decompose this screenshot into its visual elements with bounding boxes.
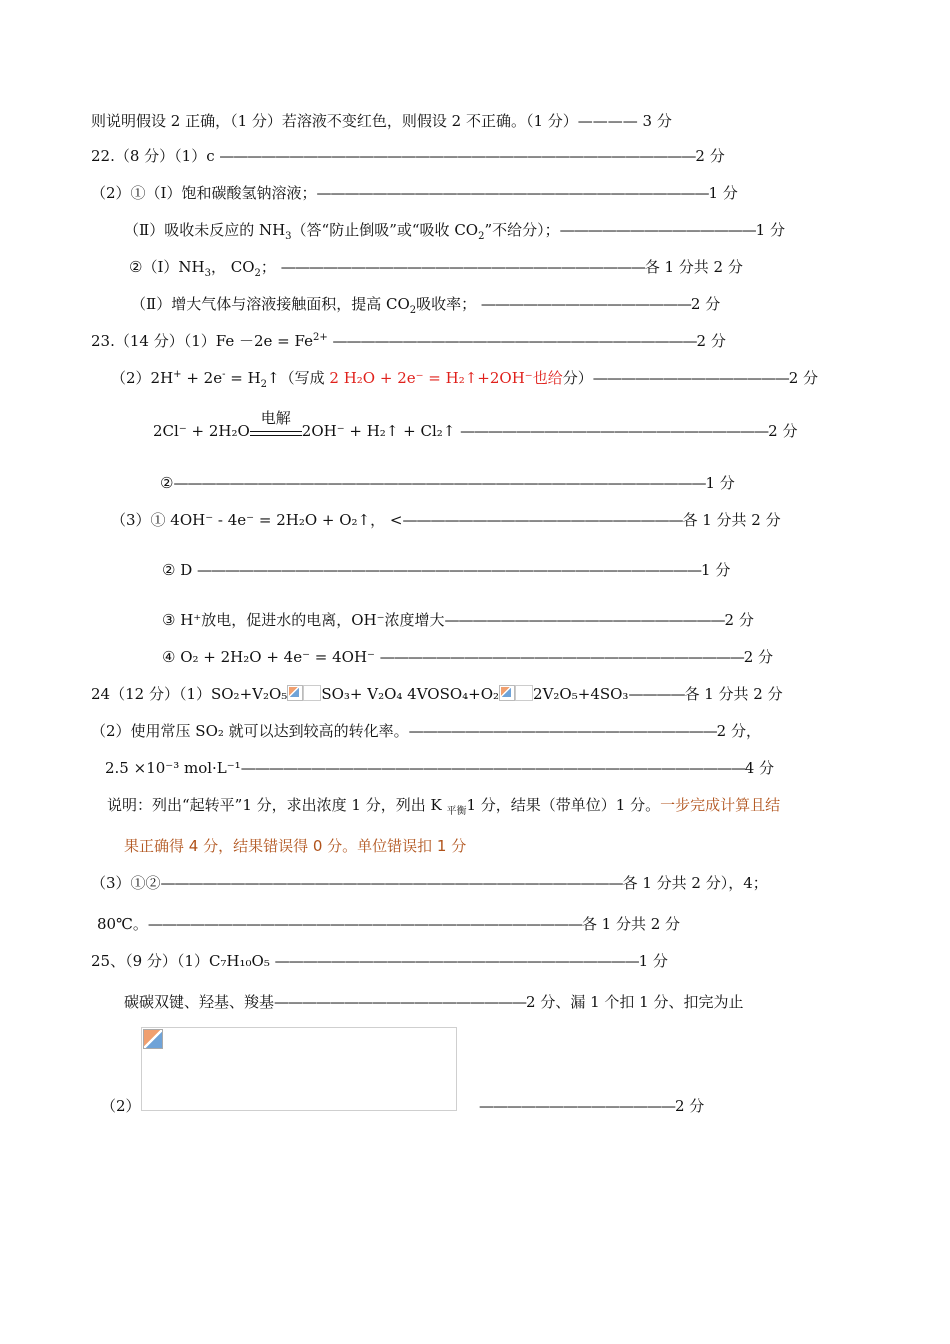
text-part: ”不给分）； xyxy=(484,221,560,239)
dash-leader: ———————————————————————————— xyxy=(316,184,709,202)
score: 2 分 xyxy=(724,611,754,629)
text-part: 2V₂O₅+4SO₃ xyxy=(533,685,629,703)
dash-leader: —————————————————————————— xyxy=(332,332,697,350)
q22-2-line-a xyxy=(91,183,738,203)
score: 2 分， xyxy=(716,722,761,740)
q23-3a-line xyxy=(111,510,781,530)
dash-leader: ————————————————————————————————— xyxy=(160,874,623,892)
text-part: 分） xyxy=(562,369,593,387)
text-part: 24（12 分）（1）SO₂+V₂O₅ xyxy=(91,685,288,703)
broken-image-icon xyxy=(499,685,515,701)
answer-line-1: 则说明假设 2 正确，（1 分）若溶液不变红色，则假设 2 不正确。（1 分）———— 3 分 xyxy=(91,112,672,130)
score: 2 分 xyxy=(695,147,725,165)
score: 2 分 xyxy=(696,332,726,350)
equation-right: 2OH⁻ + H₂↑ + Cl₂↑ xyxy=(301,422,456,440)
q22-2-line-c: $②(Ⅰ)NH_3$， $CO_2$； ——————————————————————————各 1 分共 2 分 xyxy=(129,258,743,279)
q24-2-value-line xyxy=(105,758,774,778)
score: 1 分 xyxy=(705,474,735,492)
score: 2 分 xyxy=(690,295,721,313)
q24-3-line xyxy=(91,873,768,893)
q25-header xyxy=(91,951,668,971)
dash-leader: ———————————————————————————————————— xyxy=(197,561,702,579)
dash-leader: —————————————— xyxy=(479,1097,675,1115)
q23-3d-line xyxy=(162,647,773,667)
score: 2 分 xyxy=(768,422,798,440)
text-part: 碳碳双键、羟基、羧基 xyxy=(124,993,275,1011)
dash-leader: —————————————————————— xyxy=(408,722,717,740)
text-part: 23.（14 分）（1）Fe －2e = Fe xyxy=(91,332,313,350)
text-part: + 2e xyxy=(181,369,223,387)
q22-header xyxy=(91,146,725,166)
text-part: = H xyxy=(225,369,261,387)
electrolysis-arrow xyxy=(250,409,302,436)
text-part: ， CO xyxy=(210,258,255,276)
text-part: ↑（写成 xyxy=(267,369,330,387)
q23-2b-line xyxy=(160,473,735,493)
text-part: （Ⅱ）吸收未反应的 NH xyxy=(124,221,286,239)
dash-leader: —————————————————————————— xyxy=(379,648,744,666)
q22-head-text: 22.（8 分）（1）c xyxy=(91,147,220,165)
structure-image-placeholder xyxy=(141,1027,457,1111)
q24-note-line-2: 果正确得 4 分，结果错误得 0 分。单位错误扣 1 分 xyxy=(124,837,467,855)
q25-2-score-line xyxy=(479,1096,704,1116)
text-part: ② D xyxy=(162,561,198,579)
q23-2-line: $(2)2H^+ + 2e^- = H_2↑$（写成 2 H₂O + 2e⁻ = H₂↑+2OH⁻也给分）——————————————2 分 xyxy=(111,369,819,390)
dash-leader: —————————————————————————— xyxy=(274,952,639,970)
broken-image-icon xyxy=(143,1029,163,1049)
broken-image-icon xyxy=(287,685,303,701)
dash-leader: —————————————— xyxy=(559,221,756,239)
score: 1 分 xyxy=(701,561,731,579)
electrolysis-equation xyxy=(153,409,798,441)
score: 2 分 xyxy=(788,369,819,387)
score: 各 1 分共 2 分 xyxy=(644,258,743,276)
text-part: （2）使用常压 SO₂ 就可以达到较高的转化率。 xyxy=(91,722,409,740)
text-part: ④ O₂ + 2H₂O + 4e⁻ = 4OH⁻ xyxy=(162,648,380,666)
score: 2 分、漏 1 个扣 1 分、扣完为止 xyxy=(526,993,744,1011)
text-part: 2.5 ×10⁻³ mol·L⁻¹ xyxy=(105,759,241,777)
equation-left: 2Cl⁻ + 2H₂O xyxy=(153,422,250,440)
red-note: 2 H₂O + 2e⁻ = H₂↑+2OH⁻也给 xyxy=(329,369,563,387)
q24-header xyxy=(91,684,783,704)
score: 各 1 分共 2 分 xyxy=(581,915,681,933)
dash-leader: —————————————————————————————————— xyxy=(219,147,696,165)
text-part: ②（Ⅰ）NH xyxy=(129,258,205,276)
q23-3c-line xyxy=(162,610,754,630)
score: 各 1 分共 2 分），4； xyxy=(622,874,768,892)
dash-leader: —————————————————————————————————————— xyxy=(173,474,706,492)
score: 1 分 xyxy=(708,184,738,202)
text-part: 25、（9 分）（1）C₇H₁₀O₅ xyxy=(91,952,275,970)
dash-leader: ——————————————— xyxy=(480,295,691,313)
score: 2 分 xyxy=(675,1097,705,1115)
brown-note: 一步完成计算且结 xyxy=(660,796,781,814)
text-part: 80℃。 xyxy=(97,915,148,933)
q24-note-line-1 xyxy=(107,795,780,815)
text-part: （3）①② xyxy=(91,874,161,892)
q25-groups-line xyxy=(124,992,744,1012)
score: 各 1 分共 2 分 xyxy=(684,685,783,703)
dash-leader: —————————————————————————— xyxy=(280,258,645,276)
text-part: ； xyxy=(260,258,276,276)
condition-label: 电解 xyxy=(260,409,291,427)
q22-2-line-b: （Ⅱ）吸收未反应的 $NH_3$（答“防止倒吸”或“吸收 $CO_2$”不给分）；——————————————1 分 xyxy=(124,221,785,242)
q22-2a-text: （2）①（Ⅰ）饱和碳酸氢钠溶液； xyxy=(91,184,317,202)
q22-2-line-d: （Ⅱ）增大气体与溶液接触面积，提高 $CO_2$吸收率； ———————————————2 分 xyxy=(131,295,721,316)
q25-2-label: （2） xyxy=(101,1097,141,1115)
text-part: 说明：列出“起转平”1 分，求出浓度 1 分，列出 K xyxy=(107,796,447,814)
dash-leader: —————————————— xyxy=(592,369,789,387)
dash-leader: ———————————————————— xyxy=(402,511,683,529)
dash-leader: ———————————————————————————————————— xyxy=(240,759,745,777)
score: 2 分 xyxy=(743,648,774,666)
image-placeholder xyxy=(515,685,533,701)
text-part: 1 分，结果（带单位）1 分。 xyxy=(466,796,661,814)
score: 各 1 分共 2 分 xyxy=(682,511,781,529)
dash-leader: ———— xyxy=(628,685,685,703)
q24-2-line xyxy=(91,721,761,741)
text-part: ② xyxy=(160,474,174,492)
dash-leader: ———————————————————— xyxy=(444,611,725,629)
text-part: （2）2H xyxy=(111,369,174,387)
superscript: 2+ xyxy=(312,332,328,343)
score: 1 分 xyxy=(638,952,668,970)
text-part: （答“防止倒吸”或“吸收 CO xyxy=(291,221,479,239)
text-part: 吸收率； xyxy=(416,295,477,313)
subscript: 平衡 xyxy=(446,806,467,817)
q23-header xyxy=(91,331,726,351)
dash-leader: —————————————————— xyxy=(274,993,527,1011)
score: 4 分 xyxy=(744,759,775,777)
dash-leader: —————————————————————— xyxy=(460,422,769,440)
score: 1 分 xyxy=(755,221,785,239)
image-placeholder xyxy=(303,685,321,701)
text-part: （3）① 4OH⁻ - 4e⁻ = 2H₂O + O₂↑， < xyxy=(111,511,403,529)
dash-leader: ——————————————————————————————— xyxy=(147,915,582,933)
q24-3b-line xyxy=(97,914,680,934)
q23-3b-line xyxy=(162,560,730,580)
text-part: SO₃+ V₂O₄ 4VOSO₄+O₂ xyxy=(321,685,500,703)
text-part: ③ H⁺放电，促进水的电离，OH⁻浓度增大 xyxy=(162,611,445,629)
text-part: （Ⅱ）增大气体与溶液接触面积，提高 CO xyxy=(131,295,410,313)
